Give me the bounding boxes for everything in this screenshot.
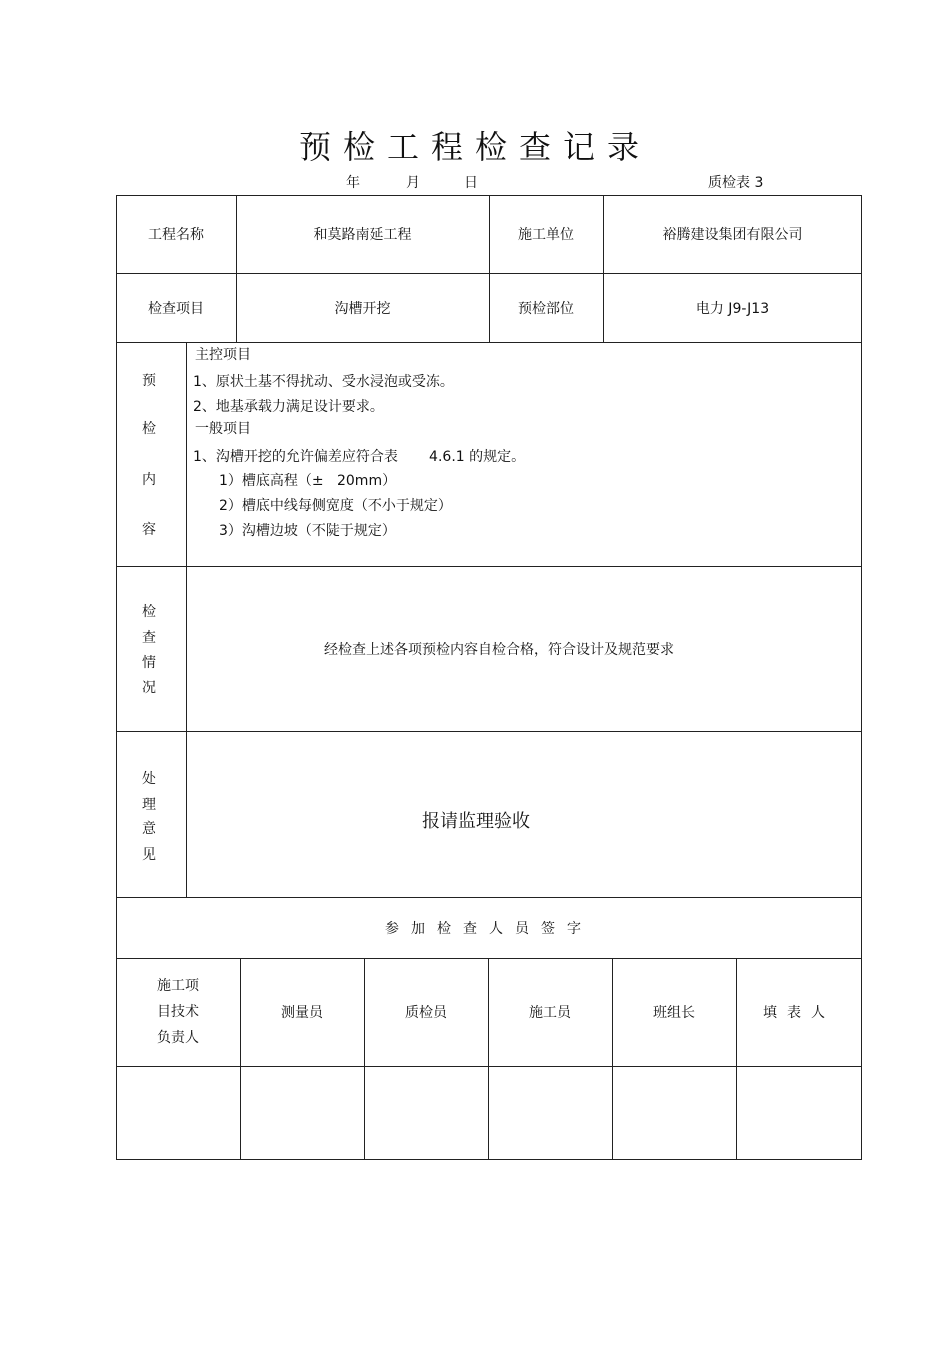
role-form-filler: 填表人 — [763, 1005, 835, 1021]
signature-cell[interactable] — [736, 1066, 862, 1160]
day-label: 日 — [464, 175, 478, 191]
handling-label-char: 意 — [142, 821, 156, 837]
handling-label-char: 处 — [142, 771, 156, 787]
contractor-label: 施工单位 — [518, 227, 574, 243]
handling-label-char: 理 — [142, 797, 156, 813]
content-label-char: 内 — [142, 472, 156, 488]
handling-label-char: 见 — [142, 847, 156, 863]
form-number: 质检表 3 — [708, 175, 764, 191]
signature-cell[interactable] — [612, 1066, 736, 1160]
year-label: 年 — [346, 175, 360, 191]
role-constructor: 施工员 — [529, 1005, 571, 1021]
location-label: 预检部位 — [518, 300, 574, 317]
role-team-leader: 班组长 — [653, 1005, 695, 1021]
check-label-char: 情 — [142, 655, 156, 671]
check-label-char: 查 — [142, 630, 156, 646]
content-label-char: 容 — [142, 522, 156, 538]
content-label-char: 预 — [142, 373, 156, 389]
check-label-char: 况 — [142, 680, 156, 696]
content-label-char: 检 — [142, 421, 156, 437]
handling-opinion-text: 报请监理验收 — [422, 811, 530, 832]
project-name-label: 工程名称 — [148, 227, 204, 243]
role-tech-lead: 施工项 目技术 负责人 — [157, 978, 199, 1046]
signature-cell[interactable] — [488, 1066, 612, 1160]
page-title: 预检工程检查记录 — [298, 128, 651, 166]
location-value: 电力 J9-J13 — [695, 300, 770, 317]
content-line: 2、地基承载力满足设计要求。 — [193, 399, 384, 415]
content-line: 1、沟槽开挖的允许偏差应符合表 4.6.1 的规定。 — [193, 449, 526, 465]
inspection-item-value: 沟槽开挖 — [334, 300, 391, 317]
check-result-text: 经检查上述各项预检内容自检合格，符合设计及规范要求 — [324, 641, 674, 658]
inspection-item-label: 检查项目 — [148, 300, 204, 317]
month-label: 月 — [406, 175, 420, 191]
content-line: 1）槽底高程（± 20mm） — [219, 473, 397, 489]
content-line: 1、原状土基不得扰动、受水浸泡或受冻。 — [193, 374, 454, 390]
signature-cell[interactable] — [364, 1066, 488, 1160]
role-surveyor: 测量员 — [281, 1005, 323, 1021]
project-name-value: 和莫路南延工程 — [313, 227, 412, 243]
content-line: 一般项目 — [195, 421, 251, 437]
content-line: 主控项目 — [195, 347, 251, 363]
content-line: 3）沟槽边坡（不陡于规定） — [219, 523, 396, 539]
contractor-value: 裕腾建设集团有限公司 — [662, 227, 803, 243]
row-divider — [116, 342, 862, 343]
content-line: 2）槽底中线每侧宽度（不小于规定） — [219, 498, 452, 514]
signature-header: 参加检查人员签字 — [385, 920, 593, 937]
check-label-char: 检 — [142, 604, 156, 620]
role-quality-inspector: 质检员 — [405, 1005, 447, 1021]
signature-cell[interactable] — [116, 1066, 240, 1160]
signature-cell[interactable] — [240, 1066, 364, 1160]
